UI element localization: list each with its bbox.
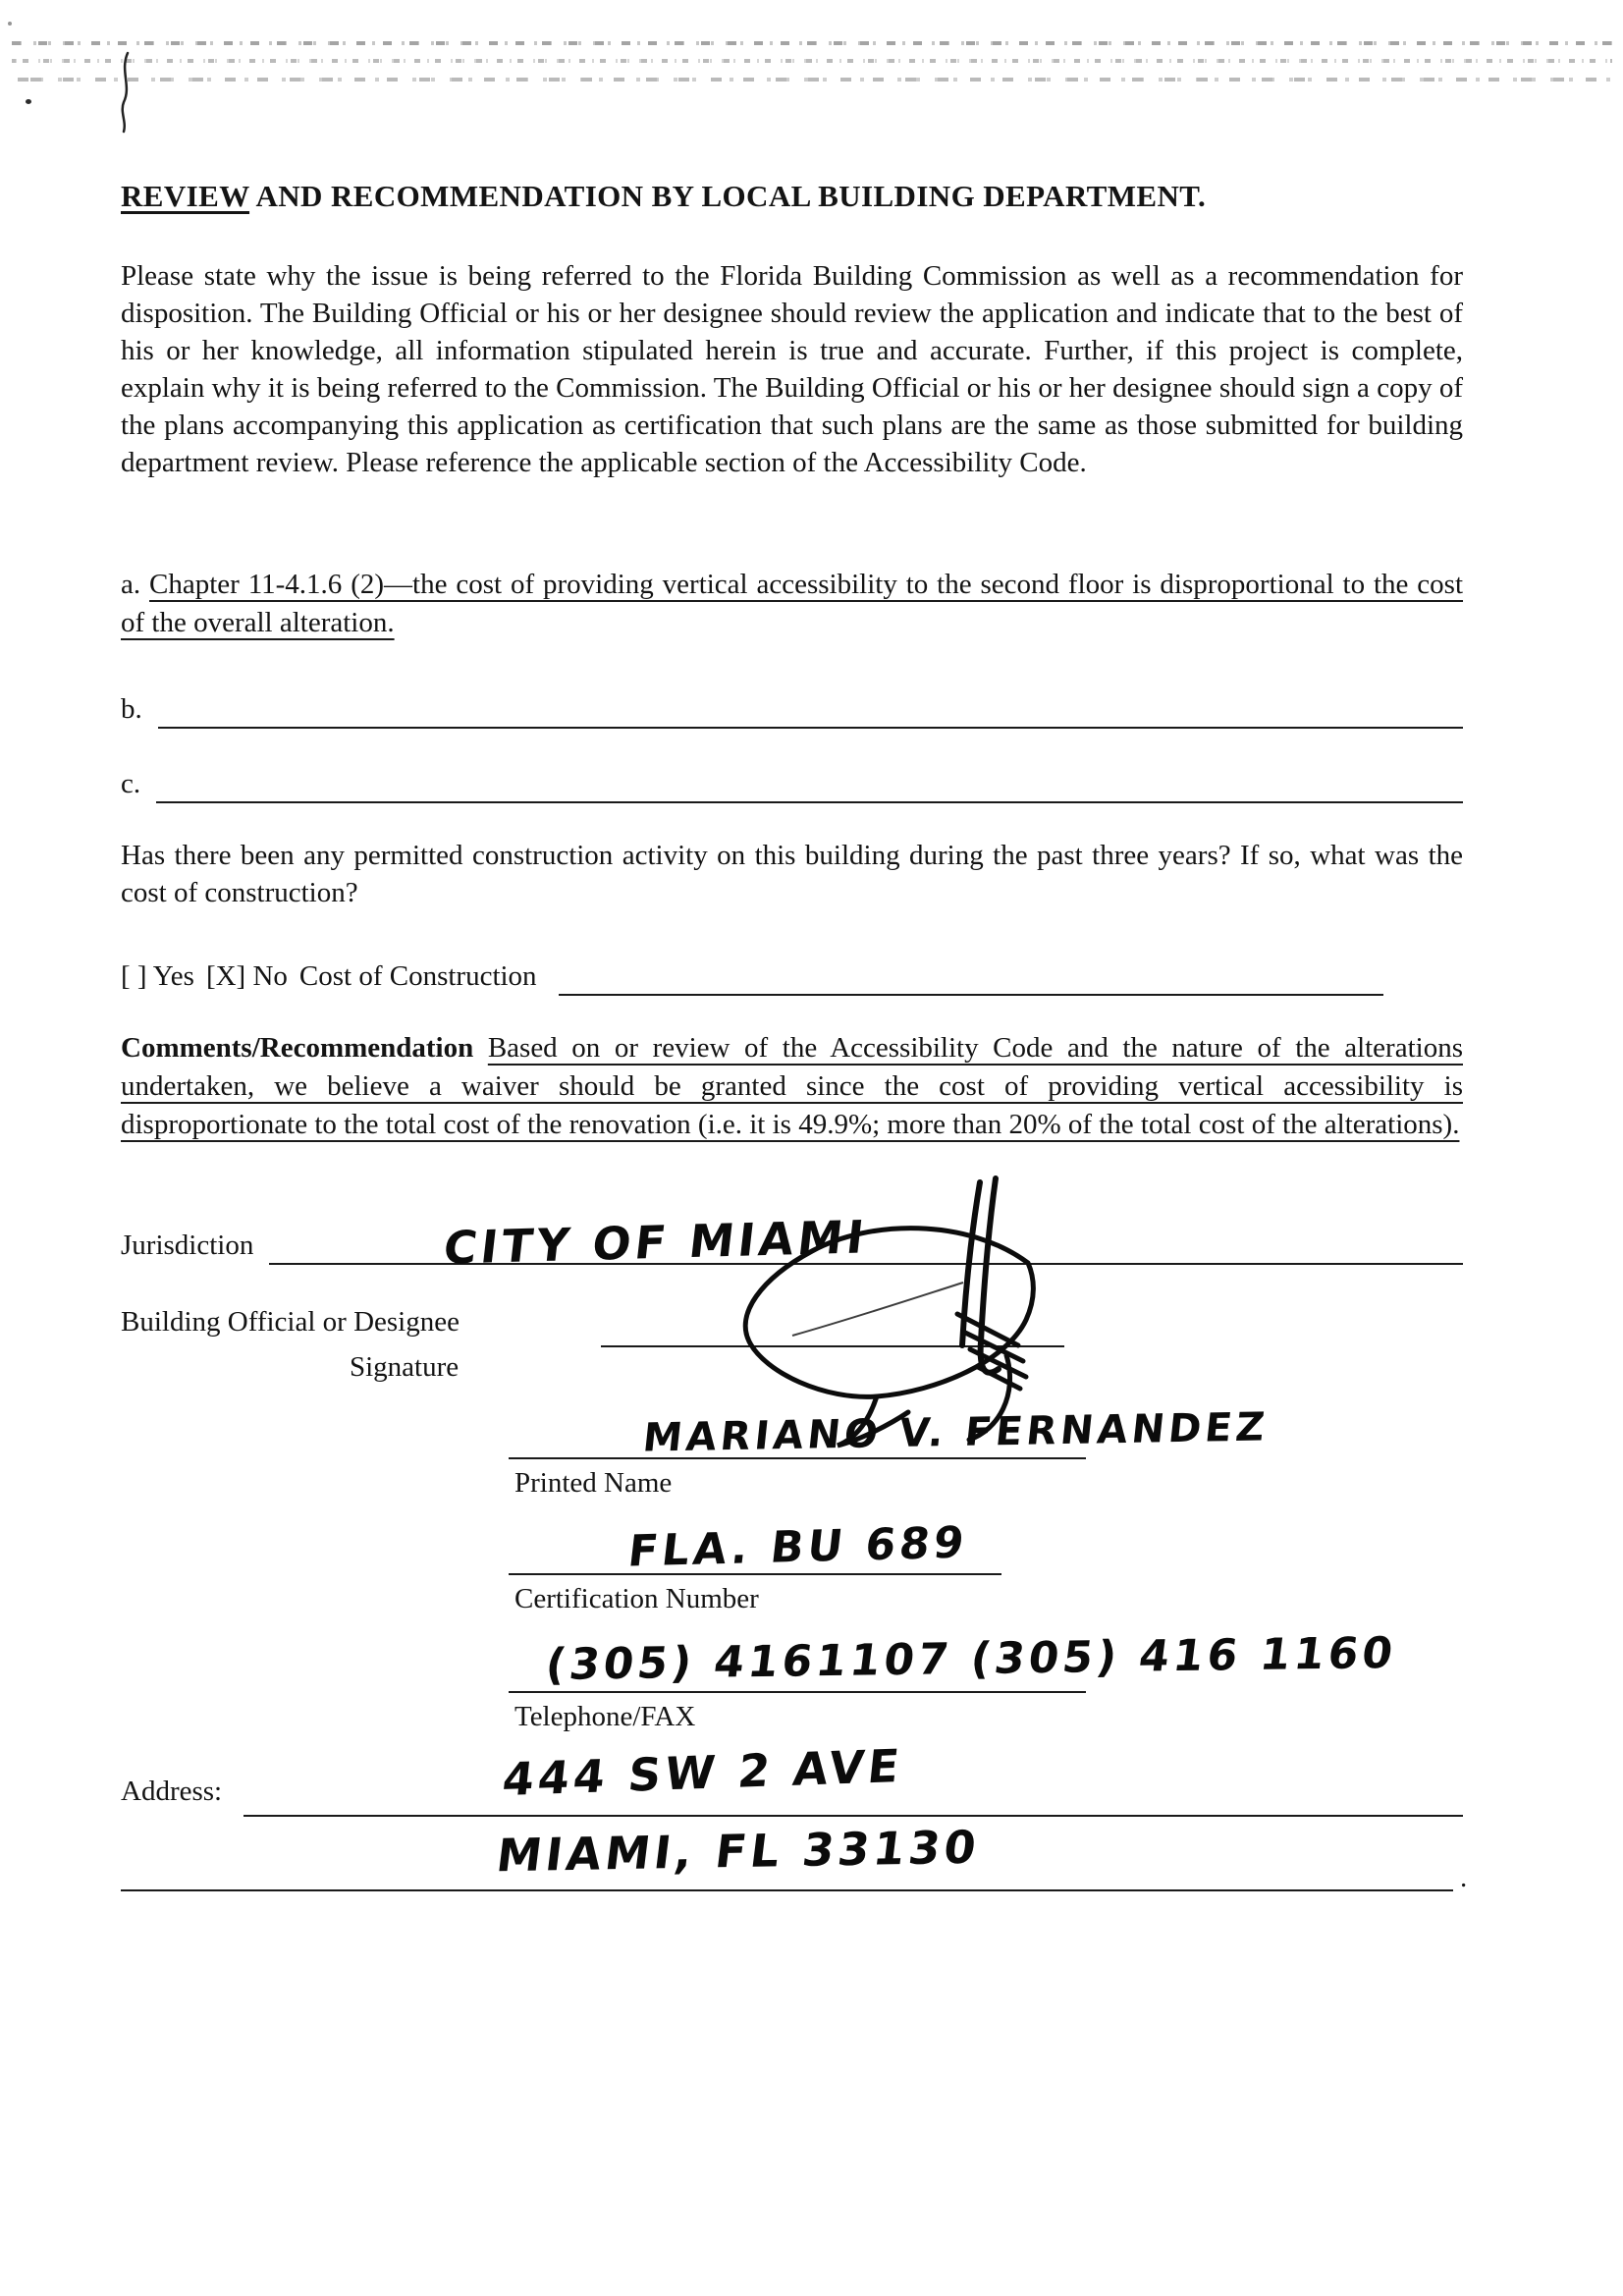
intro-paragraph: Please state why the issue is being referred to the Florida Building Commission as well as a recommendation for disposition. The Building Official or his or her designee should review the application and indicate that to the best of his or her knowledge, all information stipulated herein is true and accurate. Further, if this project is complete, explain why it is being referred to the Commission. The Building Official or his or her designee should sign a copy of the plans accompanying this application as certification that such plans are the same as those submitted for building department review. Please reference the applicable section of the Accessibility Code. (121, 260, 1463, 478)
item-b (121, 687, 1463, 729)
telephone-handwritten-value: (305) 4161107 (305) 416 1160 (542, 1627, 1400, 1691)
item-a-text: Chapter 11-4.1.6 (2)—the cost of providing vertical accessibility to the second floor is disproportional to the cost of the overall alteration. (121, 569, 1464, 638)
page-title-underlined: REVIEW (121, 179, 250, 213)
trailing-period: . (1460, 1862, 1468, 1893)
certification-handwritten-value: FLA. BU 689 (625, 1517, 971, 1577)
page-title-rest: AND RECOMMENDATION BY LOCAL BUILDING DEPARTMENT. (249, 179, 1207, 213)
signature-caption: Signature (350, 1351, 460, 1383)
scan-noise-band (12, 78, 1612, 82)
construction-question: Has there been any permitted construction activity on this building during the past three years? If so, what was the cost of construction? (121, 840, 1463, 908)
certification-caption: Certification Number (514, 1583, 759, 1614)
building-official-label: Building Official or Designee (121, 1306, 460, 1338)
item-a (121, 566, 1463, 642)
item-c-label: c. (121, 768, 141, 799)
pen-mark (116, 51, 139, 134)
page-title (121, 179, 1206, 214)
address-line-2 (121, 1858, 1453, 1891)
printed-name-caption: Printed Name (514, 1467, 673, 1499)
item-a-label: a. (121, 569, 141, 600)
item-b-label: b. (121, 693, 142, 725)
ink-speck (26, 99, 31, 104)
comments-label: Comments/Recommendation (121, 1032, 474, 1064)
ink-speck (8, 22, 12, 26)
yes-checkbox: [ ] Yes (121, 960, 194, 992)
address-label: Address: (121, 1776, 223, 1807)
jurisdiction-handwritten-value: CITY OF MIAMI (440, 1210, 871, 1275)
cost-of-construction-row (121, 955, 1463, 996)
printed-name-handwritten-value: MARIANO V. FERNANDEZ (640, 1404, 1271, 1461)
cost-blank-line (559, 955, 1383, 996)
item-c-blank-line (156, 762, 1463, 803)
scan-noise-band (12, 41, 1612, 45)
telephone-line (509, 1660, 1086, 1693)
comments-text: Based on or review of the Accessibility Code and the nature of the alterations undertaken, we believe a waiver should be granted since the cost of providing vertical accessibility is disproportionate to the total cost of the renovation (i.e. it is 49.9%; more than 20% of the total cost of the alterations). (121, 1032, 1463, 1140)
telephone-caption: Telephone/FAX (514, 1701, 696, 1732)
jurisdiction-label: Jurisdiction (121, 1230, 254, 1261)
address-handwritten-line2: MIAMI, FL 33130 (493, 1820, 983, 1883)
item-b-blank-line (158, 687, 1463, 729)
comments-recommendation (121, 1029, 1463, 1144)
scan-noise-band (12, 59, 1612, 63)
address-handwritten-line1: 444 SW 2 AVE (500, 1738, 906, 1807)
certification-line (509, 1542, 1001, 1575)
item-c (121, 762, 1463, 803)
cost-of-construction-label: Cost of Construction (298, 960, 537, 992)
printed-name-line (509, 1426, 1086, 1459)
no-checkbox: [X] No (205, 960, 288, 992)
